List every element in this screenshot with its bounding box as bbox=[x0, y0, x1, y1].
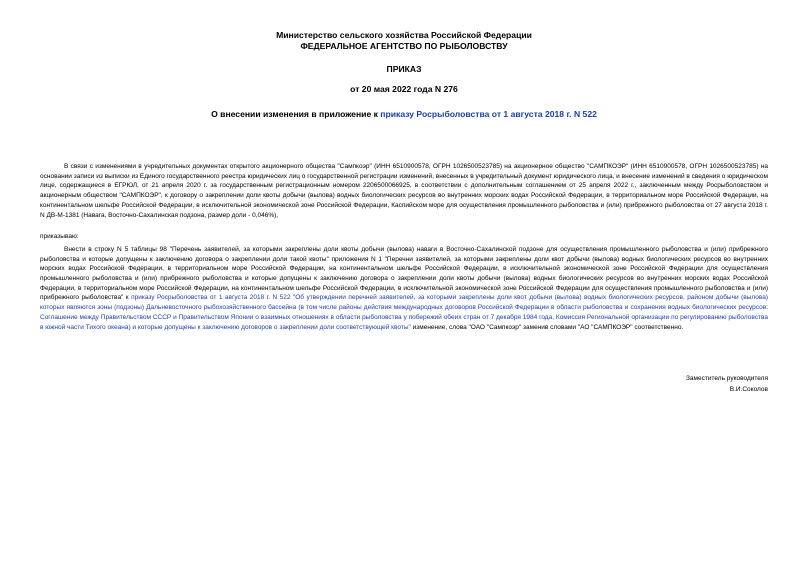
order-522-link[interactable]: приказу Росрыболовства от 1 августа 2018 г. N 522 bbox=[380, 109, 597, 119]
document-type: ПРИКАЗ bbox=[386, 64, 422, 74]
document-title bbox=[40, 109, 768, 120]
document-title-text: О внесении изменения в приложение к bbox=[211, 109, 381, 119]
clause-text-start: Внести в строку N 5 таблицы 98 "Перечень заявителей, за которыми закреплены доли квоты добычи (вылова) наваги в Восточно-Сахалинской подзоне для осуществления промышленного рыболовства и (или) прибрежного рыболовства и которые допущены к заключению договора о закреплении доли такой квоты" приложения N 1 "Перечни заявителей, за которыми закреплены доли квот добычи (вылова) водных биологических ресурсов во внутренних морских водах Российской Федерации, в территориальном море Российской Федерации, на континентальном шельфе Российской Федерации, в исключительной экономической зоне Российской Федерации для осуществления промышленного рыболовства и (или) прибрежного рыболовства и которые допущены к заключению договора о закреплении доли квоты добычи (вылова) водных биологических ресурсов во внутренних морских водах Российской Федерации, в территориальном море Российской Федерации, на континентальном шельфе Российской Федерации, в исключительной экономической зоне Российской Федерации для осуществления промышленного рыболовства и (или) прибрежного рыболовства" к bbox=[40, 245, 768, 302]
clause-text-end: изменение, слова "ОАО "Сампкоэр" заменив словами "АО "САМПКОЭР" соответственно. bbox=[410, 323, 684, 331]
signatory-position: Заместитель руководителя bbox=[686, 375, 768, 383]
ministry-name: Министерство сельского хозяйства Российской Федерации bbox=[276, 30, 532, 40]
agency-name: ФЕДЕРАЛЬНОЕ АГЕНТСТВО ПО РЫБОЛОВСТВУ bbox=[300, 41, 508, 51]
order-522-reference-link[interactable]: приказу Росрыболовства от 1 августа 2018 г. N 522 "Об утверждении перечней заявителей, за которыми закреплены доли квот добычи (вылова) водных биологических ресурсов, районом добычи (вылова) которых являются зоны (подзоны) Дальневосточного рыбохозяйственного бассейна (в том числе районы действия международных договоров Российской Федерации в области рыболовства и сохранения водных биологических ресурсов: Соглашение между Правительством СССР и Правительством Японии о взаимных отношениях в области рыболовства у побережий обеих стран от 7 декабря 1984 года, Комиссия Региональной организации по регулированию рыболовства в южной части Тихого океана) и которые допущены к заключению договоров о закреплении доли соответствующей квоты" bbox=[40, 294, 768, 331]
preamble-paragraph: В связи с изменениями в учредительных документах открытого акционерного общества "Сампкоэр" (ИНН 6510900578, ОГРН 1026500523785) на акционерное общество "САМПКОЭР" (ИНН 6510900578, ОГРН 1026500523785) на основании записи из выписки из Единого государственного реестра юридических лиц о государственной регистрации изменений, внесенных в учредительный документ юридического лица, и внесение изменений в сведения о юридическом лице, содержащиеся в ЕГРЮЛ, от 21 апреля 2020 г. за государственным регистрационным номером 2206500066925, в соответствии с дополнительным соглашением от 25 апреля 2022 г., заключенным между Росрыболовством и акционерным обществом "САМПКОЭР", к договору о закреплении доли квоты добычи (вылова) водных биологических ресурсов во внутренних морских водах Российской Федерации, в территориальном море Российской Федерации, на континентальном шельфе Российской Федерации, в исключительной экономической зоне Российской Федерации, Каспийском море для осуществления промышленного рыболовства и (или) прибрежного рыболовства от 27 августа 2018 г. N ДВ-М-1381 (Навага, Восточно-Сахалинская подзона, размер доли - 0,046%), bbox=[40, 163, 768, 219]
clause-paragraph bbox=[40, 245, 768, 332]
document-page bbox=[40, 30, 768, 395]
signatory-name: В.И.Соколов bbox=[729, 385, 768, 393]
order-word: приказываю: bbox=[40, 233, 79, 241]
document-date-number: от 20 мая 2022 года N 276 bbox=[350, 84, 458, 94]
